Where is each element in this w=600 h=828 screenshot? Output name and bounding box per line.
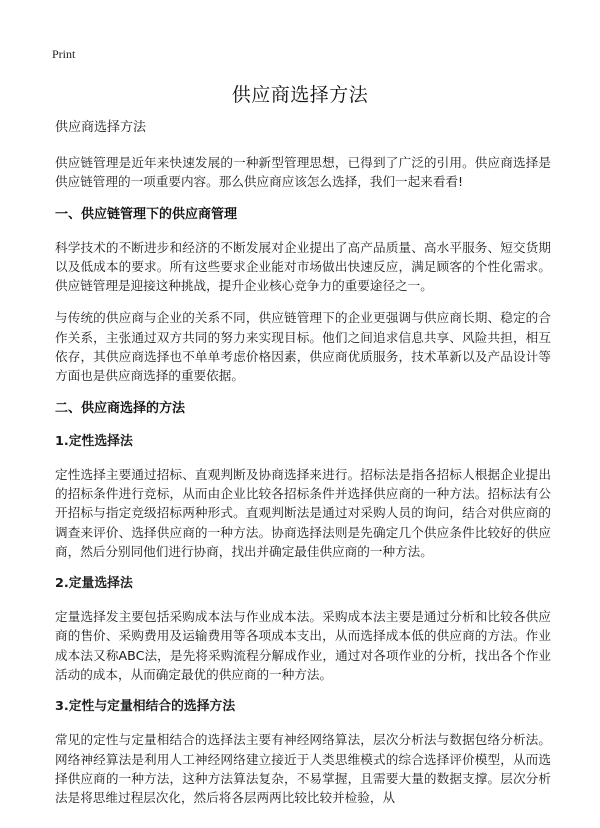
method-title-combined: 3.定性与定量相结合的选择方法 bbox=[55, 699, 236, 715]
section1-paragraph-2: 与传统的供应商与企业的关系不同，供应链管理下的企业更强调与供应商长期、稳定的合作关系，主张通过双方共同的努力来实现目标。他们之间追求信息共享、风险共担，相互依存，其供应商选择也不单单考虑价格因素，供应商优质服务，技术革新以及产品设计等方面也是供应商选择的重要依据。 bbox=[55, 310, 551, 384]
method-title-qualitative: 1.定性选择法 bbox=[55, 433, 133, 449]
method-text-combined: 常见的定性与定量相结合的选择法主要有神经网络算法，层次分析法与数据包络分析法。网络神经算法是利用人工神经网络建立接近于人类思维模式的综合选择评价模型，从而选择供应商的一种方法，这种方法算法复杂，不易掌握，且需要大量的数据支撑。层次分析法是将思维过程层次化，然后将各层两两比较比较并检验，从 bbox=[55, 732, 551, 806]
section-heading-selection-methods: 二、供应商选择的方法 bbox=[55, 400, 186, 416]
method-title-quantitative: 2.定量选择法 bbox=[55, 576, 133, 592]
method-text-qualitative: 定性选择主要通过招标、直观判断及协商选择来进行。招标法是指各招标人根据企业提出的招标条件进行竞标，从而由企业比较各招标条件并选择供应商的一种方法。招标法有公开招标与指定竞级招标两种形式。直观判断法是通过对采购人员的询问，结合对供应商的调查来评价、选择供应商的一种方法。协商选择法则是先确定几个供应条件比较好的供应商，然后分别同他们进行协商，找出并确定最佳供应商的一种方法。 bbox=[55, 466, 551, 559]
document-title: 供应商选择方法 bbox=[231, 84, 369, 106]
document-subtitle: 供应商选择方法 bbox=[55, 120, 147, 135]
method-text-quantitative: 定量选择发主要包括采购成本法与作业成本法。采购成本法主要是通过分析和比较各供应商的售价、采购费用及运输费用等各项成本支出，从而选择成本低的供应商的方法。作业成本法又称ABC法，是先将采购流程分解成作业，通过对各项作业的分析，找出各个作业活动的成本，从而确定最优的供应商的一种方法。 bbox=[55, 609, 551, 683]
section-heading-supplier-management: 一、供应链管理下的供应商管理 bbox=[55, 206, 238, 222]
print-label: Print bbox=[52, 47, 76, 61]
section1-paragraph-1: 科学技术的不断进步和经济的不断发展对企业提出了高产品质量、高水平服务、短交货期以及低成本的要求。所有这些要求企业能对市场做出快速反应，满足顾客的个性化需求。供应链管理是迎接这种挑战，提升企业核心竞争力的重要途径之一。 bbox=[55, 239, 551, 294]
document-body bbox=[55, 118, 551, 821]
intro-paragraph: 供应链管理是近年来快速发展的一种新型管理思想，已得到了广泛的引用。供应商选择是供应链管理的一项重要内容。那么供应商应该怎么选择，我们一起来看看! bbox=[55, 155, 551, 190]
